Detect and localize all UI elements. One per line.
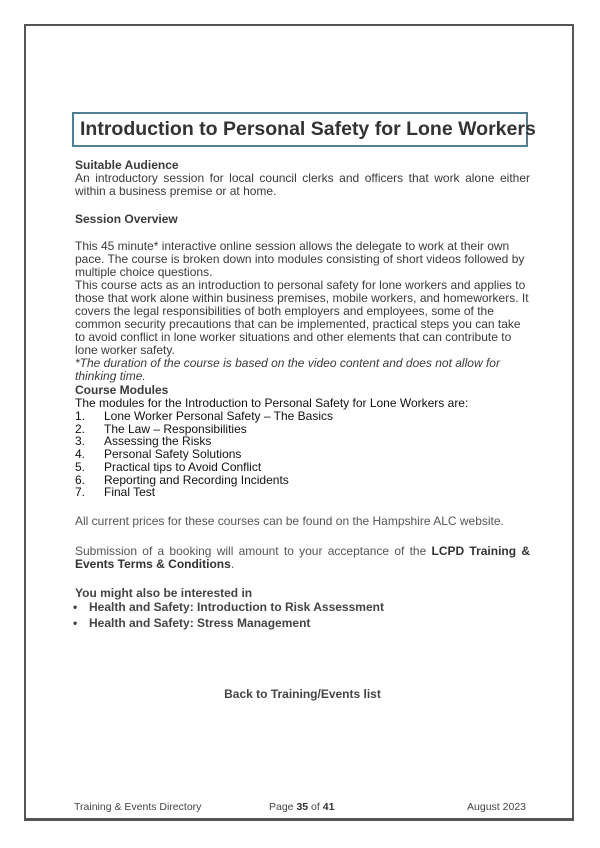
page-of: of — [308, 801, 323, 813]
audience-heading: Suitable Audience — [75, 158, 179, 172]
terms-link[interactable]: LCPD Training & Events Terms & Conditions — [75, 544, 531, 571]
related-section — [75, 586, 530, 631]
back-to-list-link[interactable]: Back to Training/Events list — [224, 687, 381, 701]
booking-end: . — [230, 557, 235, 571]
overview-section — [75, 240, 530, 383]
overview-paragraph-2: This course acts as an introduction to personal safety for lone workers and applies to those that work alone within business premises, mobile workers, and homeworkers. It covers the legal responsibilities of both employers and employees, some of the common security precautions that can be implemented, practical steps you can take to avoid conflict in lone worker situations and other elements that can contribute to lone worker safety. — [75, 278, 529, 357]
overview-paragraph-1: This 45 minute* interactive online session allows the delegate to work at their own pace. The course is broken down into modules consisting of short videos followed by multiple choice questions. — [75, 239, 525, 279]
related-list — [75, 600, 530, 631]
bullet-icon: • — [73, 615, 78, 630]
prices-text: All current prices for these courses can be found on the Hampshire ALC website. — [75, 514, 504, 528]
modules-section — [75, 384, 530, 499]
footer-left: Training & Events Directory — [74, 801, 202, 813]
page-number: 35 — [296, 801, 309, 813]
title-box — [72, 112, 536, 147]
page-total: 41 — [322, 801, 335, 813]
footer-date: August 2023 — [467, 801, 526, 813]
module-label: Personal Safety Solutions — [104, 447, 242, 462]
bullet-icon: • — [73, 600, 78, 614]
audience-text: An introductory session for local council clerks and officers that work alone either within a business premise or at home. — [75, 171, 530, 198]
module-label: The Law – Responsibilities — [104, 421, 247, 436]
related-link[interactable]: Health and Safety: Stress Management — [89, 615, 311, 630]
module-number: 6. — [75, 472, 86, 487]
module-item — [75, 448, 530, 461]
related-heading: You might also be interested in — [75, 586, 253, 600]
audience-section — [75, 159, 530, 198]
module-number: 4. — [75, 447, 86, 462]
related-item[interactable] — [75, 616, 530, 632]
booking-text — [75, 545, 530, 571]
module-item — [75, 461, 530, 474]
page-prefix: Page — [269, 801, 297, 813]
booking-sentence: Submission of a booking will amount to your acceptance of the — [75, 544, 432, 558]
module-label: Reporting and Recording Incidents — [104, 472, 289, 487]
module-number: 3. — [75, 434, 86, 449]
module-label: Assessing the Risks — [104, 434, 212, 449]
module-number: 2. — [75, 421, 86, 436]
duration-note: *The duration of the course is based on the video content and does not allow for thinking time. — [75, 356, 500, 383]
modules-list — [75, 410, 530, 499]
module-item — [75, 410, 530, 423]
module-item — [75, 486, 530, 499]
module-number: 1. — [75, 409, 86, 423]
page-title: Introduction to Personal Safety for Lone Workers — [80, 118, 536, 140]
modules-intro: The modules for the Introduction to Personal Safety for Lone Workers are: — [75, 396, 469, 410]
module-number: 7. — [75, 485, 86, 500]
module-label: Practical tips to Avoid Conflict — [104, 459, 262, 474]
module-label: Final Test — [104, 485, 156, 500]
module-label: Lone Worker Personal Safety – The Basics — [104, 409, 334, 423]
footer-page — [269, 801, 334, 813]
module-number: 5. — [75, 459, 86, 474]
modules-heading: Course Modules — [75, 383, 169, 397]
related-link[interactable]: Health and Safety: Introduction to Risk Assessment — [89, 600, 384, 614]
related-item[interactable] — [75, 600, 530, 616]
overview-heading: Session Overview — [75, 212, 178, 226]
